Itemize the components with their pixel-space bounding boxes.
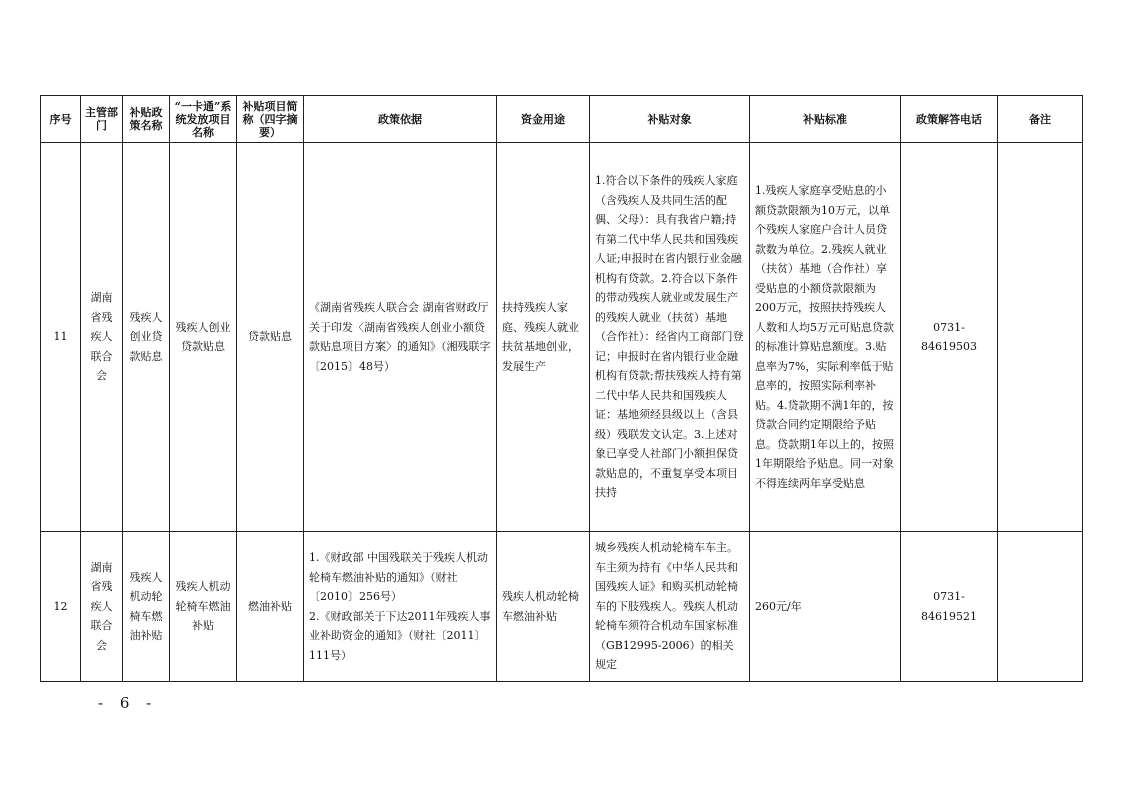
cell-target: 1.符合以下条件的残疾人家庭（含残疾人及共同生活的配偶、父母）：具有我省户籍;持有第二代中华人民共和国残疾人证;申报时在省内银行业金融机构有贷款。2.符合以下条件的带动残疾人就业或发展生产的残疾人就业（扶贫）基地（合作社）：经省内工商部门登记；申报时在省内银行业金融机构有贷款;帮扶残疾人持有第二代中华人民共和国残疾人证：基地须经县级以上（含县级）残联发文认定。3.上述对象已享受人社部门小额担保贷款贴息的，不重复享受本项目扶持	[590, 143, 750, 532]
header-standard: 补贴标准	[750, 96, 901, 143]
cell-seq: 11	[41, 143, 81, 532]
cell-target: 城乡残疾人机动轮椅车车主。车主须为持有《中华人民共和国残疾人证》和购买机动轮椅车的下肢残疾人。残疾人机动轮椅车须符合机动车国家标准（GB12995-2006）的相关规定	[590, 532, 750, 682]
cell-card-item: 残疾人创业贷款贴息	[170, 143, 237, 532]
cell-phone: 0731-84619521	[901, 532, 998, 682]
cell-abbrev: 贷款贴息	[237, 143, 304, 532]
header-policy-name: 补贴政策名称	[123, 96, 170, 143]
table-row	[41, 532, 1083, 682]
header-basis: 政策依据	[304, 96, 497, 143]
cell-standard: 1.残疾人家庭享受贴息的小额贷款限额为10万元，以单个残疾人家庭户合计人员贷款数为单位。2.残疾人就业（扶贫）基地（合作社）享受贴息的小额贷款限额为200万元，按照扶持残疾人人数和人均5万元可贴息贷款的标准计算贴息额度。3.贴息率为7%，实际利率低于贴息率的，按照实际利率补贴。4.贷款期不满1年的，按贷款合同约定期限给予贴息。贷款期1年以上的，按照1年期限给予贴息。同一对象不得连续两年享受贴息	[750, 143, 901, 532]
cell-seq: 12	[41, 532, 81, 682]
cell-dept: 湖南省残疾人联合会	[81, 143, 123, 532]
cell-policy-name: 残疾人创业贷款贴息	[123, 143, 170, 532]
cell-abbrev: 燃油补贴	[237, 532, 304, 682]
cell-card-item: 残疾人机动轮椅车燃油补贴	[170, 532, 237, 682]
page-number: - 6 -	[98, 694, 158, 712]
basis-line: 1.《财政部 中国残联关于残疾人机动轮椅车燃油补贴的通知》（财社〔2010〕256号）	[309, 551, 488, 603]
header-seq: 序号	[41, 96, 81, 143]
header-dept: 主管部门	[81, 96, 123, 143]
header-phone: 政策解答电话	[901, 96, 998, 143]
cell-phone: 0731-84619503	[901, 143, 998, 532]
header-remark: 备注	[998, 96, 1083, 143]
cell-basis	[304, 532, 497, 682]
header-target: 补贴对象	[590, 96, 750, 143]
header-card-item: “一卡通”系统发放项目名称	[170, 96, 237, 143]
header-abbrev: 补贴项目简称（四字摘要）	[237, 96, 304, 143]
basis-line: 2.《财政部关于下达2011年残疾人事业补助资金的通知》（财社〔2011〕111号）	[309, 609, 491, 662]
cell-usage: 扶持残疾人家庭、残疾人就业扶贫基地创业，发展生产	[497, 143, 590, 532]
cell-usage: 残疾人机动轮椅车燃油补贴	[497, 532, 590, 682]
cell-dept: 湖南省残疾人联合会	[81, 532, 123, 682]
policy-table	[40, 95, 1083, 682]
header-usage: 资金用途	[497, 96, 590, 143]
header-row	[41, 96, 1083, 143]
cell-remark	[998, 143, 1083, 532]
cell-policy-name: 残疾人机动轮椅车燃油补贴	[123, 532, 170, 682]
table-row	[41, 143, 1083, 532]
cell-remark	[998, 532, 1083, 682]
cell-standard: 260元/年	[750, 532, 901, 682]
cell-basis: 《湖南省残疾人联合会 湖南省财政厅关于印发〈湖南省残疾人创业小额贷款贴息项目方案〉的通知》（湘残联字〔2015〕48号）	[304, 143, 497, 532]
